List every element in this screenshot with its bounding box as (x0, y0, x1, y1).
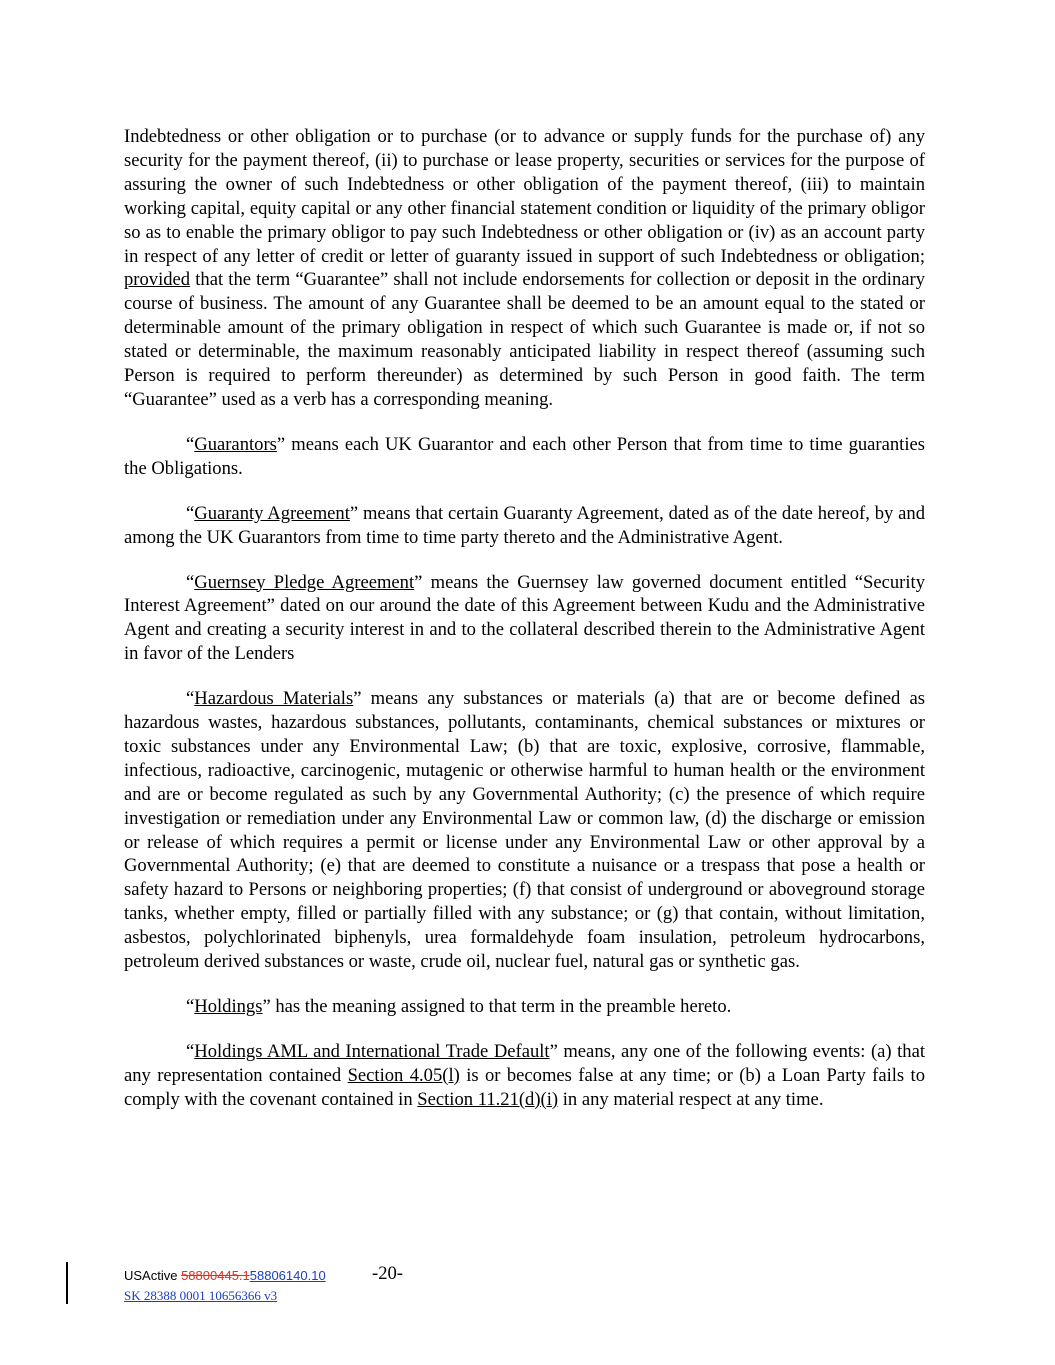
inserted-doc-number: 58806140.10 (249, 1268, 326, 1283)
body-text: that the term “Guarantee” shall not include endorsements for collection or deposit in the ordinary course of business. The amount of any Guarantee shall be deemed to be an amount equal to the stated or determinable amount of the primary obligation in respect of which such Guarantee is made or, if not so stated or determinable, the maximum reasonably anticipated liability in respect thereof (assuming such Person is required to perform thereunder) as determined by such Person in good faith. The term “Guarantee” used as a verb has a corresponding meaning. (124, 269, 925, 410)
definition-holdings: “Holdings” has the meaning assigned to that term in the preamble hereto. (186, 996, 732, 1017)
page-number: -20- (372, 1263, 403, 1284)
definition-guarantors: “Guarantors” means each UK Guarantor and each other Person that from time to time guaranties the Obligations. (124, 433, 925, 479)
definition-text: ” means, any one of the following events: (a) that any representation contained (124, 1040, 925, 1086)
section-reference: Section 11.21(d)(i) (417, 1088, 559, 1110)
footer-label: USActive (124, 1268, 182, 1283)
body-text: Indebtedness or other obligation or to purchase (or to advance or supply funds for the purchase of) any security for the payment thereof, (ii) to purchase or lease property, securities or services for the purpose of assuring the owner of such Indebtedness or other obligation of the payment thereof, (iii) to maintain working capital, equity capital or any other financial statement condition or liquidity of the primary obligor so as to enable the primary obligor to pay such Indebtedness or other obligation or (iv) as an account party in respect of any letter of credit or letter of guaranty issued in support of such Indebtedness or obligation; (124, 126, 925, 267)
guarantee-definition-continuation (124, 125, 925, 412)
definition-text: ” means any substances or materials (a) that are or become defined as hazardous wastes, hazardous substances, pollutants, contaminants, chemical substances or mixtures or toxic substances under any Environmental Law; (b) that are toxic, explosive, corrosive, flammable, infectious, radioactive, carcinogenic, mutagenic or otherwise harmful to human health or the environment and are or become regulated as such by any Governmental Authority; (c) the presence of which require investigation or remediation under any Environmental Law or common law, (d) the discharge or emission or release of which requires a permit or license under any Environmental Law or other approval by a Governmental Authority; (e) that are deemed to constitute a nuisance or a trespass that pose a health or safety hazard to Persons or neighboring properties; (f) that consist of underground or aboveground storage tanks, whether empty, filled or partially filled with any substance; or (g) that contain, without limitation, asbestos, polychlorinated biphenyls, urea formaldehyde foam insulation, petroleum hydrocarbons, petroleum derived substances or waste, crude oil, nuclear fuel, natural gas or synthetic gas. (124, 688, 925, 973)
defined-term: Hazardous Materials (194, 688, 354, 710)
definition-text: ” means the Guernsey law governed document entitled “Security Interest Agreement” dated on our around the date of this Agreement between Kudu and the Administrative Agent and creating a security interest in and to the collateral described therein to the Administrative Agent in favor of the Lenders (124, 571, 925, 665)
definition-holdings-aml-default: “Holdings AML and International Trade Default” means, any one of the following events: (a) that any representation contained Section 4.05(l) is or becomes false at any time; or (b) a Loan Party fails to comply with the covenant contained in Section 11.21(d)(i) in any material respect at any time. (124, 1040, 925, 1110)
defined-term: Guarantors (194, 433, 277, 455)
definition-text: ” means that certain Guaranty Agreement, dated as of the date hereof, by and among the UK Guarantors from time to time party thereto and the Administrative Agent. (124, 502, 925, 548)
definition-hazardous-materials: “Hazardous Materials” means any substances or materials (a) that are or become defined as hazardous wastes, hazardous substances, pollutants, contaminants, chemical substances or mixtures or toxic substances under any Environmental Law; (b) that are toxic, explosive, corrosive, flammable, infectious, radioactive, carcinogenic, mutagenic or otherwise harmful to human health or the environment and are or become regulated as such by any Governmental Authority; (c) the presence of which require investigation or remediation under any Environmental Law or common law, (d) the discharge or emission or release of which requires a permit or license under any Environmental Law or other approval by a Governmental Authority; (e) that are deemed to constitute a nuisance or a trespass that pose a health or safety hazard to Persons or neighboring properties; (f) that consist of underground or aboveground storage tanks, whether empty, filled or partially filled with any substance; or (g) that contain, without limitation, asbestos, polychlorinated biphenyls, urea formaldehyde foam insulation, petroleum hydrocarbons, petroleum derived substances or waste, crude oil, nuclear fuel, natural gas or synthetic gas. (124, 688, 925, 973)
definition-text: ” means each UK Guarantor and each other Person that from time to time guaranties the Obligations. (124, 433, 925, 479)
definition-text: is or becomes false at any time; or (b) a Loan Party fails to comply with the covenant contained in (124, 1064, 925, 1110)
document-body (124, 125, 925, 1133)
change-bar (66, 1262, 68, 1304)
footer-doc-number (124, 1267, 326, 1285)
definition-guaranty-agreement: “Guaranty Agreement” means that certain Guaranty Agreement, dated as of the date hereof, by and among the UK Guarantors from time to time party thereto and the Administrative Agent. (124, 502, 925, 548)
defined-term: Guaranty Agreement (194, 502, 350, 524)
definition-text: in any material respect at any time. (558, 1088, 824, 1110)
defined-term: Guernsey Pledge Agreement (194, 571, 415, 593)
deleted-doc-number: 58800445.1 (181, 1268, 250, 1283)
section-reference: Section 4.05(l) (347, 1064, 460, 1086)
footer-doc-id: SK 28388 0001 10656366 v3 (124, 1288, 278, 1303)
defined-term: Holdings AML and International Trade Default (194, 1040, 550, 1062)
defined-term: Holdings (194, 996, 263, 1017)
definition-guernsey-pledge-agreement: “Guernsey Pledge Agreement” means the Guernsey law governed document entitled “Security Interest Agreement” dated on our around the date of this Agreement between Kudu and the Administrative Agent and creating a security interest in and to the collateral described therein to the Administrative Agent in favor of the Lenders (124, 571, 925, 665)
definition-text: ” has the meaning assigned to that term in the preamble hereto. (262, 996, 732, 1017)
provided-term: provided (124, 269, 191, 291)
